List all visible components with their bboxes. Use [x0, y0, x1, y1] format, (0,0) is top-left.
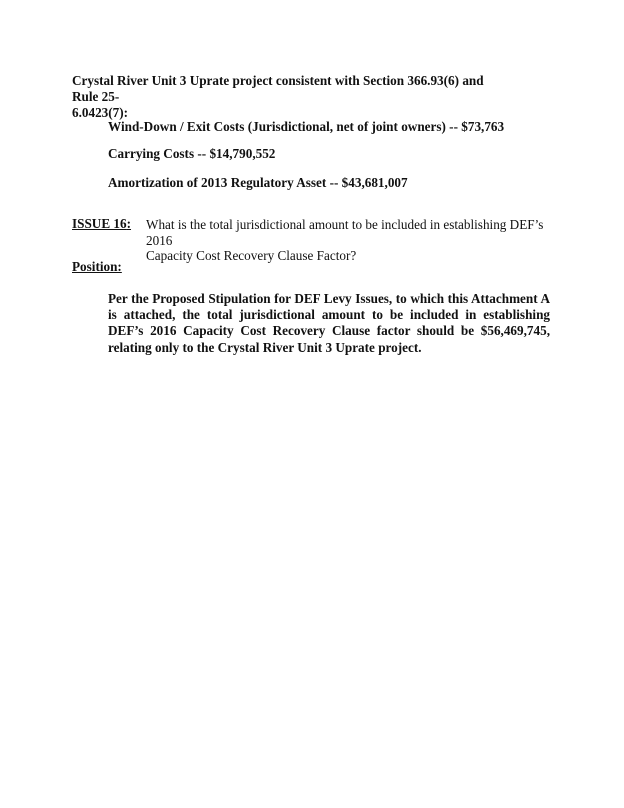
issue-question [146, 217, 556, 264]
issue-label-colon: : [126, 216, 132, 231]
cost-item-wind-down: Wind-Down / Exit Costs (Jurisdictional, net of joint owners) -- $73,763 [108, 119, 505, 134]
issue-label [72, 216, 131, 232]
issue-label-text: ISSUE 16 [72, 216, 127, 231]
intro-line-2: 6.0423(7): [72, 105, 129, 120]
intro-line-1: Crystal River Unit 3 Uprate project consistent with Section 366.93(6) and Rule 25- [72, 73, 484, 104]
issue-question-line-2: Capacity Cost Recovery Clause Factor? [146, 248, 357, 263]
issue-question-line-1: What is the total jurisdictional amount to be included in establishing DEF’s 2016 [146, 217, 544, 248]
cost-item-carrying: Carrying Costs -- $14,790,552 [108, 146, 276, 161]
position-label: Position: [72, 259, 122, 274]
cost-item-amortization: Amortization of 2013 Regulatory Asset -- $43,681,007 [108, 175, 408, 190]
position-text: Per the Proposed Stipulation for DEF Levy Issues, to which this Attachment A is attached, the total jurisdictional amount to be included in establishing DEF’s 2016 Capacity Cost Recovery Clause factor should be $56,469,745, relating only to the Crystal River Unit 3 Uprate project. [108, 291, 550, 355]
section-intro [72, 73, 512, 121]
